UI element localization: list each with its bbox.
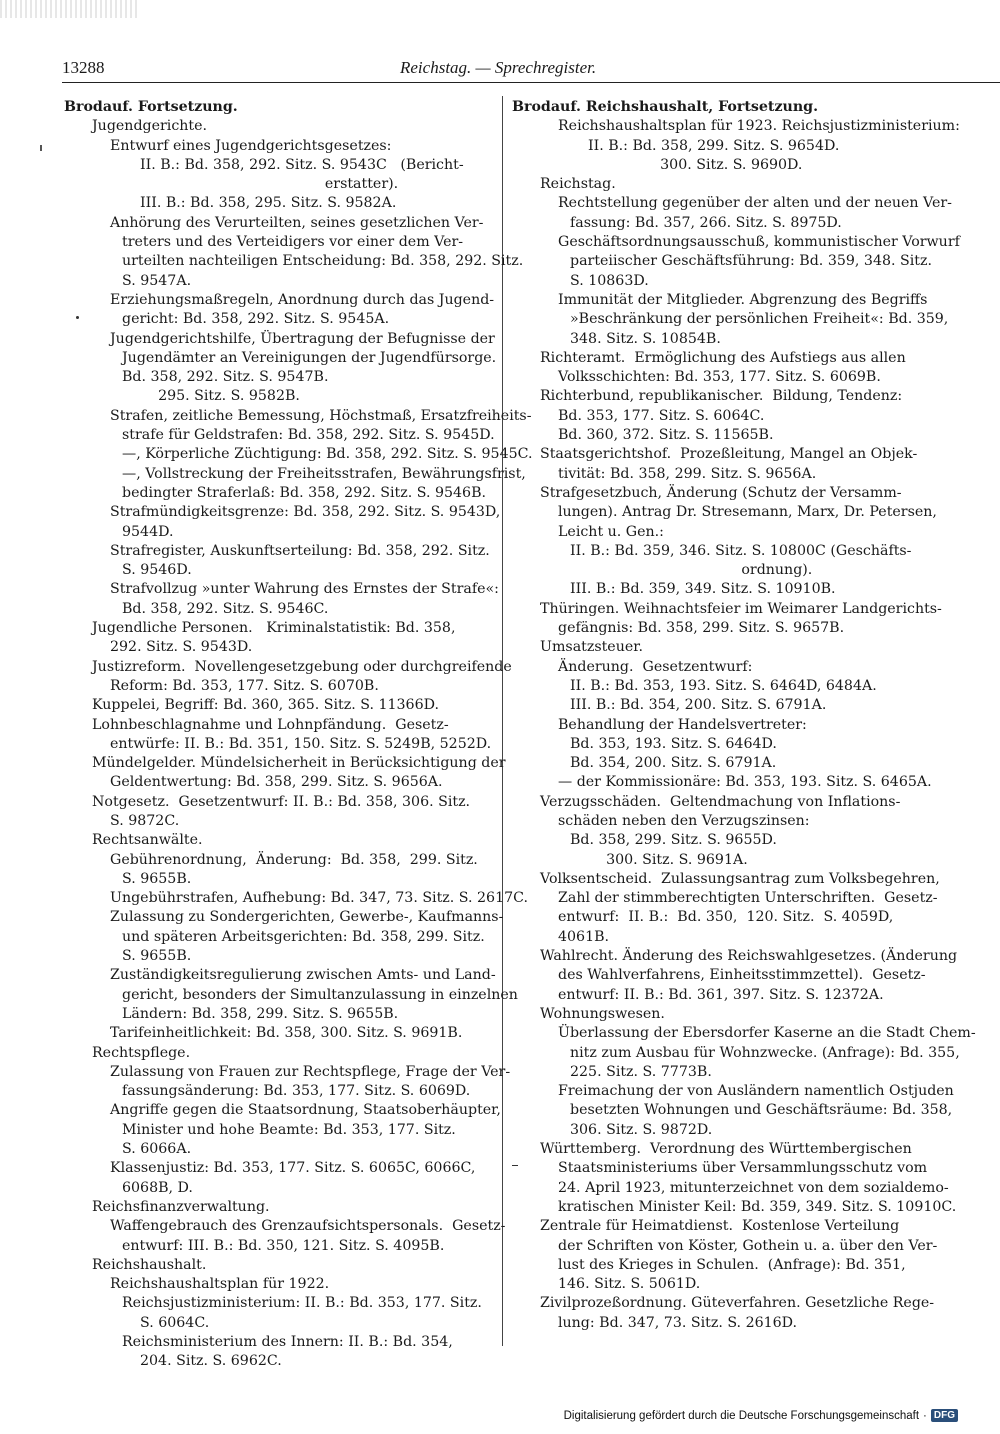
index-entry-line: Überlassung der Ebersdorfer Kaserne an die Stadt Chem- xyxy=(558,1025,976,1042)
index-entry-heading: Mündelgelder. Mündelsicherheit in Berücksichtigung der xyxy=(92,755,506,772)
index-entry-line: Bd. 353, 177. Sitz. S. 6064C. xyxy=(558,407,765,424)
index-entry-line: Strafen, zeitliche Bemessung, Höchstmaß, Ersatzfreiheits- xyxy=(110,407,532,424)
right-column xyxy=(512,98,976,1333)
index-entry-line: Leicht u. Gen.: xyxy=(558,523,664,540)
index-entry-line: schäden neben den Verzugszinsen: xyxy=(558,812,810,829)
index-entry-line: 6068B, D. xyxy=(122,1179,193,1196)
index-entry-heading: Rechtsanwälte. xyxy=(92,832,203,849)
index-entry-line: Reichsjustizministerium: II. B.: Bd. 353, 177. Sitz. xyxy=(122,1295,482,1312)
index-entry-line: III. B.: Bd. 354, 200. Sitz. S. 6791A. xyxy=(570,697,827,714)
index-entry-line: Bd. 358, 299. Sitz. S. 9655D. xyxy=(570,832,777,849)
index-entry-line: II. B.: Bd. 353, 193. Sitz. S. 6464D, 6484A. xyxy=(570,677,877,694)
index-entry-line: Staatsministeriums über Versammlungsschutz vom xyxy=(558,1160,928,1177)
index-entry-line: entwurf: II. B.: Bd. 350, 120. Sitz. S. 4059D, xyxy=(558,909,894,926)
index-entry-line: S. 9547A. xyxy=(122,272,192,289)
scan-noise xyxy=(0,0,140,18)
index-entry-line: II. B.: Bd. 358, 292. Sitz. S. 9543C (Bericht- xyxy=(140,156,464,173)
index-entry-line: Tarifeinheitlichkeit: Bd. 358, 300. Sitz. S. 9691B. xyxy=(110,1025,463,1042)
index-entry-heading: Kuppelei, Begriff: Bd. 360, 365. Sitz. S. 11366D. xyxy=(92,697,439,714)
index-entry-line: Jugendgerichtshilfe, Übertragung der Befugnisse der xyxy=(110,330,495,347)
index-entry-line: S. 10863D. xyxy=(570,272,649,289)
index-entry-line: Rechtstellung gegenüber der alten und der neuen Ver- xyxy=(558,195,952,212)
index-entry-line: Strafvollzug »unter Wahrung des Ernstes der Strafe«: xyxy=(110,581,499,598)
index-entry-line: Reichsministerium des Innern: II. B.: Bd. 354, xyxy=(122,1334,453,1350)
index-entry-heading: Verzugsschäden. Geltendmachung von Inflations- xyxy=(540,793,901,810)
index-entry-line: lung: Bd. 347, 73. Sitz. S. 2616D. xyxy=(558,1314,798,1331)
index-entry-heading: Lohnbeschlagnahme und Lohnpfändung. Gesetz- xyxy=(92,716,449,733)
index-entry-line: Ländern: Bd. 358, 299. Sitz. S. 9655B. xyxy=(122,1005,399,1022)
index-entry-line: Reform: Bd. 353, 177. Sitz. S. 6070B. xyxy=(110,677,379,694)
margin-mark xyxy=(40,145,42,151)
index-entry-line: S. 6066A. xyxy=(122,1141,192,1158)
index-entry-line: Anhörung des Verurteilten, seines gesetzlichen Ver- xyxy=(110,214,484,231)
index-entry-line: Zuständigkeitsregulierung zwischen Amts- und Land- xyxy=(110,967,496,984)
index-entry-line: Klassenjustiz: Bd. 353, 177. Sitz. S. 6065C, 6066C, xyxy=(110,1160,476,1177)
index-entry-line: Gebührenordnung, Änderung: Bd. 358, 299. Sitz. xyxy=(110,851,478,868)
index-entry-line: 300. Sitz. S. 9691A. xyxy=(570,851,748,868)
index-entry-line: kratischen Minister Keil: Bd. 359, 349. Sitz. S. 10910C. xyxy=(558,1198,957,1215)
index-entry-heading: Rechtspflege. xyxy=(92,1044,191,1061)
index-entry-line: 9544D. xyxy=(122,523,174,540)
index-entry-line: Behandlung der Handelsvertreter: xyxy=(558,716,807,733)
index-entry-line: Jugendämter an Vereinigungen der Jugendfürsorge. xyxy=(122,349,497,366)
index-entry-heading: Richteramt. Ermöglichung des Aufstiegs aus allen xyxy=(540,349,906,366)
index-entry-line: Bd. 353, 193. Sitz. S. 6464D. xyxy=(570,735,777,752)
index-entry-heading: Brodauf. Reichshaushalt, Fortsetzung. xyxy=(512,99,819,115)
index-entry-line: S. 9655B. xyxy=(122,948,192,965)
index-entry-heading: Zivilprozeßordnung. Güteverfahren. Gesetzliche Rege- xyxy=(540,1295,935,1312)
index-entry-heading: Richterbund, republikanischer. Bildung, Tendenz: xyxy=(540,388,903,405)
index-entry-line: tivität: Bd. 358, 299. Sitz. S. 9656A. xyxy=(558,465,817,482)
index-entry-line: der Schriften von Köster, Gothein u. a. über den Ver- xyxy=(558,1237,938,1254)
index-entry-line: entwürfe: II. B.: Bd. 351, 150. Sitz. S. 5249B, 5252D. xyxy=(110,735,492,752)
index-entry-line: — der Kommissionäre: Bd. 353, 193. Sitz. S. 6465A. xyxy=(558,774,932,791)
index-entry-line: III. B.: Bd. 358, 295. Sitz. S. 9582A. xyxy=(140,195,397,212)
index-entry-line: Reichshaushaltsplan für 1923. Reichsjustizministerium: xyxy=(558,118,960,135)
index-entry-line: Bd. 358, 292. Sitz. S. 9547B. xyxy=(122,369,329,386)
index-entry-line: S. 9872C. xyxy=(110,812,180,829)
index-entry-line: II. B.: Bd. 358, 299. Sitz. S. 9654D. xyxy=(588,137,840,154)
index-entry-heading: Wahlrecht. Änderung des Reichswahlgesetzes. (Änderung xyxy=(540,948,958,965)
index-entry-line: Geldentwertung: Bd. 358, 299. Sitz. S. 9656A. xyxy=(110,774,443,791)
index-entry-line: II. B.: Bd. 359, 346. Sitz. S. 10800C (Geschäfts- xyxy=(570,542,912,559)
index-entry-line: Bd. 360, 372. Sitz. S. 11565B. xyxy=(558,427,774,444)
index-entry-heading: Notgesetz. Gesetzentwurf: II. B.: Bd. 358, 306. Sitz. xyxy=(92,793,471,810)
dfg-logo: DFG xyxy=(931,1409,958,1422)
index-entry-line: erstatter). xyxy=(140,176,399,193)
index-entry-line: 146. Sitz. S. 5061D. xyxy=(558,1276,701,1293)
index-entry-line: Strafregister, Auskunftserteilung: Bd. 358, 292. Sitz. xyxy=(110,542,490,559)
index-entry-line: und späteren Arbeitsgerichten: Bd. 358, 299. Sitz. xyxy=(122,928,485,945)
index-entry-line: Zulassung von Frauen zur Rechtspflege, Frage der Ver- xyxy=(110,1063,511,1080)
index-entry-line: Minister und hohe Beamte: Bd. 353, 177. Sitz. xyxy=(122,1121,456,1138)
index-entry-heading: Reichstag. xyxy=(540,176,616,193)
index-entry-line: S. 6064C. xyxy=(140,1314,210,1331)
index-entry-line: Angriffe gegen die Staatsordnung, Staatsoberhäupter, xyxy=(110,1102,501,1119)
index-entry-heading: Umsatzsteuer. xyxy=(540,639,643,656)
index-entry-line: 300. Sitz. S. 9690D. xyxy=(588,156,803,173)
index-entry-heading: Reichsfinanzverwaltung. xyxy=(92,1198,270,1215)
index-entry-line: besetzten Wohnungen und Geschäftsräume: Bd. 358, xyxy=(570,1102,953,1119)
index-entry-heading: Brodauf. Fortsetzung. xyxy=(64,99,238,115)
index-entry-line: gericht: Bd. 358, 292. Sitz. S. 9545A. xyxy=(122,311,390,328)
page-number: 13288 xyxy=(62,58,105,77)
index-entry-line: entwurf: III. B.: Bd. 350, 121. Sitz. S. 4095B. xyxy=(122,1237,445,1254)
index-entry-line: Ungebührstrafen, Aufhebung: Bd. 347, 73. Sitz. S. 2617C. xyxy=(110,890,528,907)
index-entry-line: gefängnis: Bd. 358, 299. Sitz. S. 9657B. xyxy=(558,620,845,637)
index-entry-line: Immunität der Mitglieder. Abgrenzung des Begriffs xyxy=(558,291,928,308)
index-entry-line: Reichshaushaltsplan für 1922. xyxy=(110,1276,330,1293)
index-entry-heading: Volksentscheid. Zulassungsantrag zum Volksbegehren, xyxy=(540,870,940,887)
index-entry-heading: Württemberg. Verordnung des Württembergischen xyxy=(540,1141,912,1158)
index-entry-line: Waffengebrauch des Grenzaufsichtspersonals. Gesetz- xyxy=(110,1218,506,1235)
index-entry-line: 204. Sitz. S. 6962C. xyxy=(140,1353,282,1370)
index-entry-line: fassung: Bd. 357, 266. Sitz. S. 8975D. xyxy=(570,214,842,231)
index-entry-line: Entwurf eines Jugendgerichtsgesetzes: xyxy=(110,137,392,154)
index-entry-line: —, Vollstreckung der Freiheitsstrafen, Bewährungsfrist, xyxy=(122,465,526,482)
index-entry-line: gericht, besonders der Simultanzulassung in einzelnen xyxy=(122,986,518,1003)
index-entry-line: 306. Sitz. S. 9872D. xyxy=(570,1121,713,1138)
index-entry-line: 295. Sitz. S. 9582B. xyxy=(122,388,300,405)
running-head: Reichstag. — Sprechregister. xyxy=(400,58,597,77)
index-entry-line: »Beschränkung der persönlichen Freiheit«: Bd. 359, xyxy=(570,311,949,328)
index-entry-line: nitz zum Ausbau für Wohnzwecke. (Anfrage): Bd. 355, xyxy=(570,1044,960,1061)
index-entry-line: ordnung). xyxy=(570,562,813,579)
index-entry-line: S. 9655B. xyxy=(122,870,192,887)
index-entry-heading: Justizreform. Novellengesetzgebung oder durchgreifende xyxy=(92,658,512,675)
index-entry-line: treters und des Verteidigers vor einer dem Ver- xyxy=(122,234,464,251)
index-entry-line: parteiischer Geschäftsführung: Bd. 359, 348. Sitz. xyxy=(570,253,932,270)
index-entry-heading: Staatsgerichtshof. Prozeßleitung, Mangel an Objek- xyxy=(540,446,918,463)
index-entry-line: Bd. 358, 292. Sitz. S. 9546C. xyxy=(122,600,329,617)
index-entry-heading: Reichshaushalt. xyxy=(92,1256,207,1273)
footer-credit-text: Digitalisierung gefördert durch die Deutsche Forschungsgemeinschaft xyxy=(563,1409,920,1422)
index-entry-line: des Wahlverfahrens, Einheitsstimmzettel). Gesetz- xyxy=(558,967,926,984)
index-entry-line: entwurf: II. B.: Bd. 361, 397. Sitz. S. 12372A. xyxy=(558,986,884,1003)
index-entry-heading: Thüringen. Weihnachtsfeier im Weimarer Landgerichts- xyxy=(540,600,942,617)
index-entry-line: Strafmündigkeitsgrenze: Bd. 358, 292. Sitz. S. 9543D, xyxy=(110,504,501,521)
index-entry-line: Bd. 354, 200. Sitz. S. 6791A. xyxy=(570,755,777,772)
index-entry-line: urteilten nachteiligen Entscheidung: Bd. 358, 292. Sitz. xyxy=(122,253,524,270)
footer-credit: Digitalisierung gefördert durch die Deutsche Forschungsgemeinschaft · DFG xyxy=(564,1409,958,1422)
index-entry-heading: Jugendliche Personen. Kriminalstatistik: Bd. 358, xyxy=(92,620,456,637)
index-entry-line: Zahl der stimmberechtigten Unterschriften. Gesetz- xyxy=(558,890,938,907)
column-divider xyxy=(502,96,503,1346)
index-entry-line: 225. Sitz. S. 7773B. xyxy=(570,1063,712,1080)
index-entry-line: —, Körperliche Züchtigung: Bd. 358, 292. Sitz. S. 9545C. xyxy=(122,446,533,463)
header-rule xyxy=(62,82,1000,83)
index-entry-heading: Strafgesetzbuch, Änderung (Schutz der Versamm- xyxy=(540,484,902,501)
index-entry-line: Erziehungsmaßregeln, Anordnung durch das Jugend- xyxy=(110,291,495,308)
index-entry-line: strafe für Geldstrafen: Bd. 358, 292. Sitz. S. 9545D. xyxy=(122,427,495,444)
index-entry-line: Änderung. Gesetzentwurf: xyxy=(558,658,753,675)
index-entry-line: lust des Krieges in Schulen. (Anfrage): Bd. 351, xyxy=(558,1256,906,1273)
index-entry-line: fassungsänderung: Bd. 353, 177. Sitz. S. 6069D. xyxy=(122,1083,471,1100)
index-entry-heading: Wohnungswesen. xyxy=(540,1005,665,1022)
index-entry-line: S. 9546D. xyxy=(122,562,192,579)
index-entry-line: Geschäftsordnungsausschuß, kommunistischer Vorwurf xyxy=(558,234,960,251)
index-entry-line: 4061B. xyxy=(558,928,610,945)
index-entry-line: 24. April 1923, mitunterzeichnet von dem sozialdemo- xyxy=(558,1179,949,1196)
index-entry-line: 292. Sitz. S. 9543D. xyxy=(110,639,253,656)
index-entry-line: III. B.: Bd. 359, 349. Sitz. S. 10910B. xyxy=(570,581,836,598)
left-column xyxy=(64,98,533,1372)
index-entry-line: Volksschichten: Bd. 353, 177. Sitz. S. 6069B. xyxy=(558,369,881,386)
index-entry-heading: Jugendgerichte. xyxy=(92,118,208,135)
index-entry-line: Zulassung zu Sondergerichten, Gewerbe-, Kaufmanns- xyxy=(110,909,504,926)
index-entry-line: Freimachung der von Ausländern namentlich Ostjuden xyxy=(558,1083,954,1100)
index-entry-heading: Zentrale für Heimatdienst. Kostenlose Verteilung xyxy=(540,1218,900,1235)
index-entry-line: 348. Sitz. S. 10854B. xyxy=(570,330,721,347)
index-entry-line: bedingter Straferlaß: Bd. 358, 292. Sitz. S. 9546B. xyxy=(122,484,487,501)
index-entry-line: lungen). Antrag Dr. Stresemann, Marx, Dr. Petersen, xyxy=(558,504,937,521)
